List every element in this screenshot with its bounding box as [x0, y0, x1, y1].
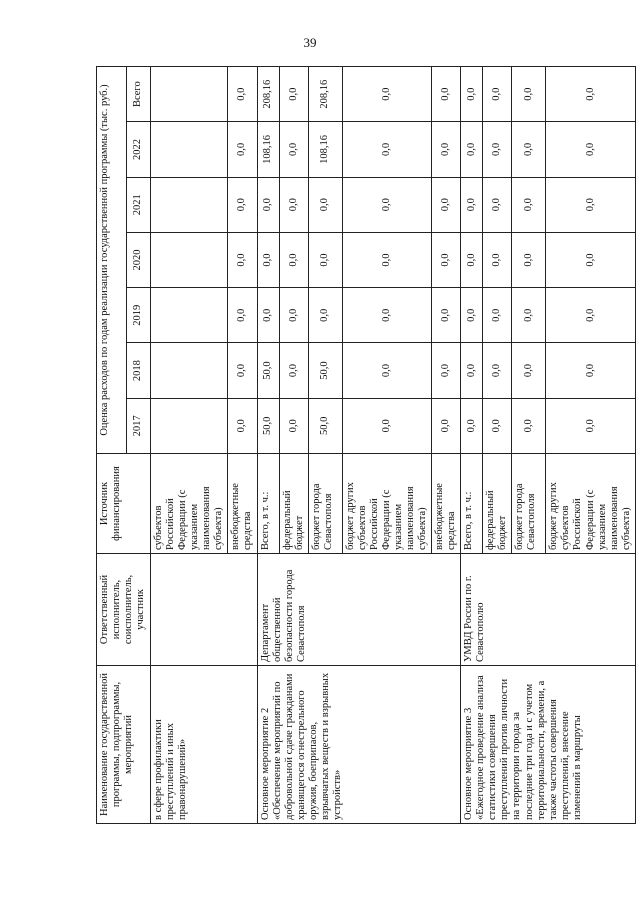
cell-responsible [151, 554, 258, 666]
header-total: Всего [127, 67, 151, 122]
cell-funding-source: бюджет города Севастополя [512, 454, 546, 554]
cell-year-value [151, 288, 228, 343]
cell-total-value: 0,0 [483, 67, 512, 122]
cell-year-value: 50,0 [308, 343, 342, 398]
header-year-2019: 2019 [127, 288, 151, 343]
page-number: 39 [303, 35, 317, 50]
cell-year-value: 0,0 [483, 288, 512, 343]
cell-total-value: 208,16 [257, 67, 279, 122]
table-row [151, 67, 228, 824]
header-responsible: Ответственный исполнитель, соисполнитель, участник [97, 554, 151, 666]
cell-year-value [151, 232, 228, 287]
cell-year-value: 0,0 [432, 232, 461, 287]
cell-year-value: 0,0 [228, 398, 257, 453]
cell-year-value [151, 343, 228, 398]
cell-year-value: 0,0 [483, 122, 512, 177]
cell-year-value: 0,0 [432, 122, 461, 177]
cell-year-value: 0,0 [546, 232, 635, 287]
cell-year-value: 0,0 [461, 398, 483, 453]
cell-year-value: 0,0 [461, 122, 483, 177]
budget-table [96, 66, 636, 824]
cell-year-value: 0,0 [342, 232, 431, 287]
header-estimate: Оценка расходов по годам реализации государственной программы (тыс. руб.) [97, 67, 127, 454]
cell-year-value: 0,0 [483, 232, 512, 287]
cell-year-value: 0,0 [483, 398, 512, 453]
cell-year-value [151, 122, 228, 177]
cell-responsible: Департамент общественной безопасности города Севастополя [257, 554, 461, 666]
cell-total-value: 0,0 [432, 67, 461, 122]
cell-year-value: 0,0 [228, 232, 257, 287]
table-row [461, 67, 483, 824]
cell-responsible: УМВД России по г. Севастополю [461, 554, 636, 666]
cell-year-value: 0,0 [461, 288, 483, 343]
cell-year-value: 0,0 [461, 232, 483, 287]
cell-year-value: 0,0 [228, 122, 257, 177]
cell-year-value: 0,0 [279, 122, 308, 177]
cell-funding-source: федеральный бюджет [483, 454, 512, 554]
cell-funding-source: внебюджетные средства [432, 454, 461, 554]
cell-year-value: 0,0 [432, 288, 461, 343]
cell-year-value: 50,0 [257, 343, 279, 398]
table-row [257, 67, 279, 824]
cell-funding-source: Всего, в т. ч.: [257, 454, 279, 554]
cell-year-value: 0,0 [546, 177, 635, 232]
cell-total-value: 0,0 [546, 67, 635, 122]
cell-funding-source: федеральный бюджет [279, 454, 308, 554]
cell-total-value: 0,0 [461, 67, 483, 122]
cell-year-value: 0,0 [432, 177, 461, 232]
cell-year-value: 0,0 [483, 343, 512, 398]
cell-year-value [151, 398, 228, 453]
cell-year-value: 0,0 [546, 343, 635, 398]
cell-year-value: 0,0 [257, 288, 279, 343]
header-name: Наименование государственной программы, подпрограммы, мероприятий [97, 666, 151, 824]
cell-total-value: 0,0 [342, 67, 431, 122]
cell-year-value: 0,0 [228, 288, 257, 343]
cell-year-value: 0,0 [308, 177, 342, 232]
header-year-2017: 2017 [127, 398, 151, 453]
cell-total-value: 0,0 [228, 67, 257, 122]
cell-year-value: 0,0 [279, 398, 308, 453]
cell-total-value [151, 67, 228, 122]
cell-year-value: 0,0 [546, 122, 635, 177]
cell-total-value: 0,0 [512, 67, 546, 122]
cell-year-value: 0,0 [228, 177, 257, 232]
cell-year-value: 0,0 [342, 177, 431, 232]
cell-funding-source: внебюджетные средства [228, 454, 257, 554]
cell-year-value: 0,0 [279, 177, 308, 232]
cell-year-value: 0,0 [461, 177, 483, 232]
cell-total-value: 208,16 [308, 67, 342, 122]
cell-year-value: 0,0 [279, 343, 308, 398]
header-year-2018: 2018 [127, 343, 151, 398]
cell-year-value: 0,0 [342, 288, 431, 343]
cell-year-value [151, 177, 228, 232]
cell-year-value: 0,0 [279, 232, 308, 287]
table-body [151, 67, 636, 824]
cell-year-value: 0,0 [546, 398, 635, 453]
cell-funding-source: бюджет города Севастополя [308, 454, 342, 554]
cell-year-value: 0,0 [308, 232, 342, 287]
header-source: Источник финансирования [97, 454, 151, 554]
cell-year-value: 0,0 [342, 343, 431, 398]
cell-funding-source: Всего, в т. ч.: [461, 454, 483, 554]
cell-year-value: 0,0 [228, 343, 257, 398]
cell-year-value: 0,0 [512, 288, 546, 343]
cell-year-value: 0,0 [483, 177, 512, 232]
cell-year-value: 0,0 [512, 343, 546, 398]
cell-activity-name: Основное мероприятие 2 «Обеспечение мероприятий по добровольной сдаче гражданами хранящегося огнестрельного оружия, боеприпасов, взрывчатых веществ и взрывных устройств» [257, 666, 461, 824]
cell-year-value: 50,0 [257, 398, 279, 453]
cell-year-value: 0,0 [308, 288, 342, 343]
cell-activity-name: в сфере профилактики преступлений и иных правонарушений» [151, 666, 258, 824]
rotated-table-container [96, 66, 632, 824]
cell-year-value: 0,0 [512, 177, 546, 232]
header-year-2022: 2022 [127, 122, 151, 177]
cell-year-value: 0,0 [279, 288, 308, 343]
cell-year-value: 0,0 [461, 343, 483, 398]
cell-year-value: 0,0 [432, 398, 461, 453]
cell-year-value: 0,0 [257, 232, 279, 287]
cell-year-value: 108,16 [257, 122, 279, 177]
cell-funding-source: субъектов Российской Федерации (с указанием наименования субъекта) [151, 454, 228, 554]
cell-year-value: 0,0 [257, 177, 279, 232]
cell-year-value: 0,0 [512, 398, 546, 453]
cell-year-value: 0,0 [342, 398, 431, 453]
cell-year-value: 50,0 [308, 398, 342, 453]
cell-year-value: 0,0 [432, 343, 461, 398]
cell-funding-source: бюджет других субъектов Российской Федерации (с указанием наименования субъекта) [342, 454, 431, 554]
cell-year-value: 0,0 [512, 122, 546, 177]
cell-total-value: 0,0 [279, 67, 308, 122]
cell-year-value: 0,0 [546, 288, 635, 343]
header-year-2020: 2020 [127, 232, 151, 287]
cell-activity-name: Основное мероприятие 3 «Ежегодное проведение анализа статистики совершения преступлений против личности на территории города за последние три года и с учетом территориальности, времени, а также частоты совершения преступлений, внесение изменений в маршруты [461, 666, 636, 824]
cell-year-value: 108,16 [308, 122, 342, 177]
cell-year-value: 0,0 [512, 232, 546, 287]
cell-year-value: 0,0 [342, 122, 431, 177]
header-year-2021: 2021 [127, 177, 151, 232]
cell-funding-source: бюджет других субъектов Российской Федерации (с указанием наименования субъекта) [546, 454, 635, 554]
